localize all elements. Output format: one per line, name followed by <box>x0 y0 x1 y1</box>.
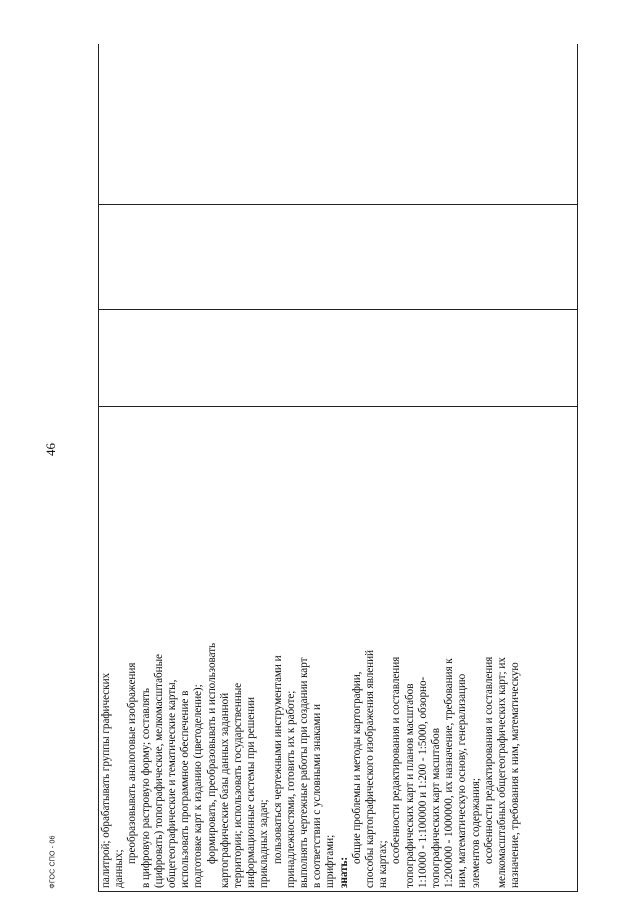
empty-cell-1 <box>99 310 578 407</box>
text-line: знать: <box>337 856 350 888</box>
page-number: 46 <box>43 443 58 456</box>
rotated-table-region <box>98 44 578 892</box>
footer-text: ФГОС СПО - 06 <box>49 835 57 889</box>
text-line: 1:200000 - 1000000, их назначение, требования к <box>443 658 456 888</box>
text-line: использовать программное обеспечение в <box>179 690 192 888</box>
text-line: выполнять чертежные работы при создании карт <box>298 657 311 888</box>
description-text <box>99 407 523 891</box>
empty-cell-3 <box>99 44 578 205</box>
text-line: пользоваться чертежными инструментами и <box>271 655 284 864</box>
text-line: мелкомасштабных общегеографических карт; их <box>496 657 509 888</box>
text-line: назначение, требования к ним, математическую <box>509 662 522 888</box>
description-cell <box>99 407 578 892</box>
text-line: шрифтами; <box>324 834 337 888</box>
text-line: способы картографического изображения явлений <box>364 650 377 888</box>
text-line: формировать, преобразовывать и использовать <box>205 642 218 864</box>
text-line: ним, математическую основу, генерализацию <box>456 673 469 888</box>
competency-table <box>98 44 578 892</box>
text-line: на картах; <box>377 840 390 888</box>
text-line: данных; <box>113 849 126 888</box>
text-line: прикладных задач; <box>258 799 271 888</box>
text-line: особенности редактирования и составления <box>482 656 495 864</box>
text-line: территории; использовать государственные <box>232 682 245 888</box>
text-line: элементов содержания; <box>469 778 482 888</box>
text-line: (цифровать) топографические, мелкомасштабные <box>152 654 165 888</box>
text-line: общегеографические и тематические карты, <box>166 679 179 888</box>
text-line: общие проблемы и методы картографии, <box>350 671 363 864</box>
text-line: картографические базы данных заданной <box>218 692 231 888</box>
text-line: подготовке карт к изданию (цветоделение); <box>192 684 205 888</box>
text-line: информационные системы при решении <box>245 697 258 888</box>
text-line: в цифровую растровую форму; составлять <box>139 688 152 888</box>
text-line: принадлежностями, готовить их к работе; <box>284 690 297 888</box>
text-line: в соответствии с условными знаками и <box>311 704 324 888</box>
text-line: топографических карт масштабов <box>430 728 443 888</box>
text-line: палитрой; обрабатывать группы графических <box>100 672 112 888</box>
text-line: 1:10000 - 1:100000 и 1:200 - 1:5000, обзорно- <box>416 676 429 888</box>
text-line: топографических карт и планов масштабов <box>403 683 416 888</box>
empty-cell-2 <box>99 205 578 310</box>
table-row <box>99 44 578 892</box>
text-line: преобразовывать аналоговые изображения <box>126 662 139 864</box>
table-inner <box>98 44 578 892</box>
text-line: особенности редактирования и составления <box>390 656 403 864</box>
